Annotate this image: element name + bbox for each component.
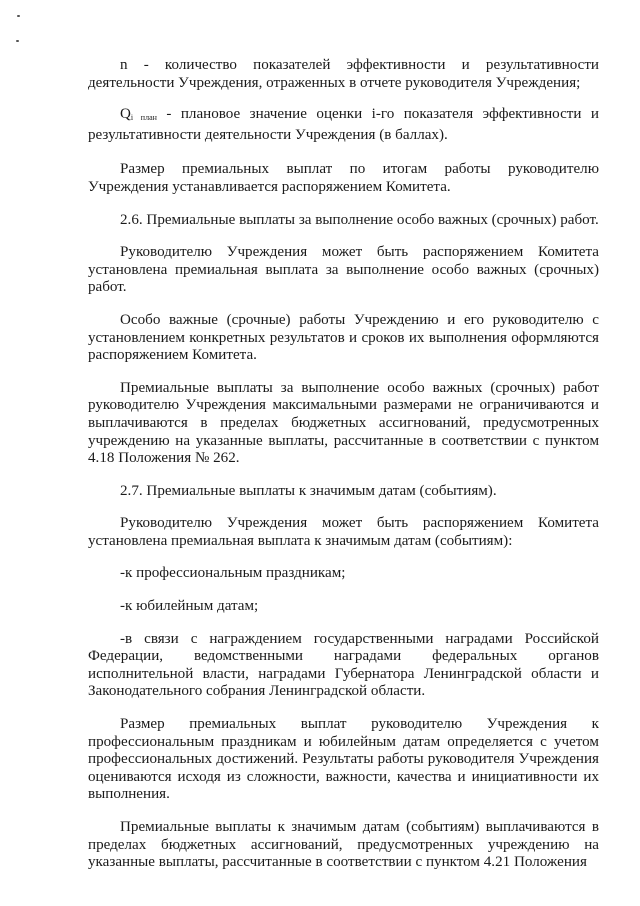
section-heading-2-7: 2.7. Премиальные выплаты к значимым датам (событиям). xyxy=(120,482,497,499)
paragraph-holiday-bonus-size: Размер премиальных выплат руководителю Учреждения к профессиональным праздникам и юбилейным датам определяется с учетом профессиональных достижений. Результаты работы руководителя Учреждения оцениваются исходя из сложности, важности, качества и инициативности их выполнения. xyxy=(88,716,599,803)
paragraph-q-plan-definition xyxy=(88,106,599,144)
q-subscript: i план xyxy=(130,113,157,123)
paragraph-urgent-payments: Премиальные выплаты за выполнение особо важных (срочных) работ руководителю Учреждения максимальными размерами не ограничиваются и выплачиваются в пределах бюджетных ассигнований, предусмотренных учреждению на указанные выплаты, рассчитанные в соответствии с пунктом 4.18 Положения № 262. xyxy=(88,379,599,467)
list-item-anniversaries: -к юбилейным датам; xyxy=(120,598,259,615)
document-body xyxy=(88,57,599,872)
paragraph-n-definition: n - количество показателей эффективности и результативности деятельности Учреждения, отраженных в отчете руководителя Учреждения; xyxy=(88,57,599,91)
q-symbol: Q xyxy=(120,106,131,123)
paragraph-significant-dates: Руководителю Учреждения может быть распоряжением Комитета установлена премиальная выплата к значимым датам (событиям): xyxy=(88,515,599,549)
paragraph-significant-dates-payments: Премиальные выплаты к значимым датам (событиям) выплачиваются в пределах бюджетных ассигнований, предусмотренных учреждению на указанные выплаты, рассчитанные в соответствии с пунктом 4.21 Положения xyxy=(88,819,599,871)
paragraph-bonus-size: Размер премиальных выплат по итогам работы руководителю Учреждения устанавливается распоряжением Комитета. xyxy=(88,161,599,195)
q-definition-text: - плановое значение оценки i-го показателя эффективности и результативности деятельности Учреждения (в баллах). xyxy=(88,106,600,143)
list-item-professional-holidays: -к профессиональным праздникам; xyxy=(120,565,346,582)
scan-speck xyxy=(16,40,19,42)
paragraph-urgent-bonus: Руководителю Учреждения может быть распоряжением Комитета установлена премиальная выплата за выполнение особо важных (срочных) работ. xyxy=(88,244,599,296)
scan-speck xyxy=(17,15,20,17)
section-heading-2-6: 2.6. Премиальные выплаты за выполнение особо важных (срочных) работ. xyxy=(120,211,599,228)
paragraph-urgent-works: Особо важные (срочные) работы Учреждению и его руководителю с установлением конкретных результатов и сроков их выполнения оформляются распоряжением Комитета. xyxy=(88,311,599,364)
list-item-state-awards: -в связи с награждением государственными наградами Российской Федерации, ведомственными наградами федеральных органов исполнительной власти, наградами Губернатора Ленинградской области и Законодательного собрания Ленинградской области. xyxy=(88,630,599,700)
